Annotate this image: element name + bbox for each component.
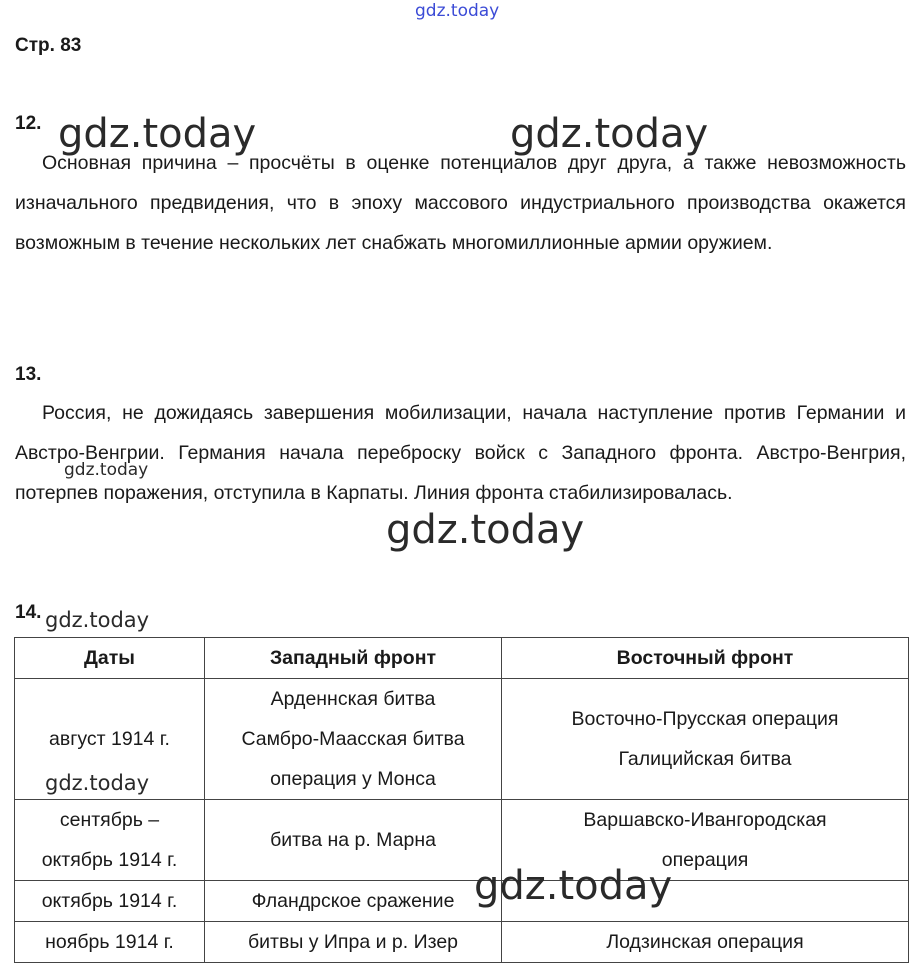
date-cell: [15, 881, 205, 922]
watermark-3: gdz.today: [64, 460, 149, 480]
east-cell: [502, 922, 909, 963]
cell-line: битвы у Ипра и р. Изер: [247, 931, 459, 953]
west-cell: [205, 922, 502, 963]
watermark-7: gdz.today: [474, 863, 673, 909]
west-cell: [205, 679, 502, 800]
cell-line: октябрь 1914 г.: [41, 849, 178, 871]
watermark-1: gdz.today: [58, 111, 257, 157]
table-header-row: [15, 638, 909, 679]
cell-line: Лодзинская операция: [606, 931, 804, 953]
cell-line: Арденнская битва: [270, 688, 436, 710]
date-cell: [15, 922, 205, 963]
fronts-table: [14, 637, 909, 963]
west-cell: [205, 800, 502, 881]
header-eastern-front: Восточный фронт: [502, 638, 909, 679]
header-western-front: Западный фронт: [205, 638, 502, 679]
watermark-2: gdz.today: [510, 111, 709, 157]
header-dates: Даты: [15, 638, 205, 679]
table-row: [15, 800, 909, 881]
cell-line: октябрь 1914 г.: [41, 890, 178, 912]
cell-line: битва на р. Марна: [270, 829, 436, 851]
watermark-4: gdz.today: [386, 507, 585, 553]
cell-line: Варшавско-Ивангородская: [583, 809, 827, 831]
cell-line: операция у Монса: [270, 768, 436, 790]
task-12-text: Основная причина – просчёты в оценке потенциалов друг друга, а также невозможность изначального предвидения, что в эпоху массового индустриального производства окажется возможным в течение нескольких лет снабжать многомиллионные армии оружием.: [15, 152, 906, 254]
table-row: [15, 922, 909, 963]
east-cell: [502, 679, 909, 800]
cell-line: август 1914 г.: [49, 728, 170, 750]
cell-line: операция: [661, 849, 749, 871]
watermark-5: gdz.today: [45, 608, 150, 632]
cell-line: Галицийская битва: [618, 748, 792, 770]
cell-line: ноябрь 1914 г.: [45, 931, 174, 953]
cell-line: Фландрское сражение: [251, 890, 455, 912]
cell-line: Самбро-Маасская битва: [241, 728, 465, 750]
date-cell: [15, 679, 205, 800]
table-row: [15, 679, 909, 800]
table-row: [15, 881, 909, 922]
west-cell: [205, 881, 502, 922]
task-13-text: Россия, не дожидаясь завершения мобилизации, начала наступление против Германии и Австро-Венгрии. Германия начала переброску войск с Западного фронта. Австро-Венгрия, потерпев поражения, отступила в Карпаты. Линия фронта стабилизировалась.: [15, 402, 906, 504]
watermark-top: gdz.today: [415, 1, 500, 21]
watermark-6: gdz.today: [45, 771, 150, 795]
cell-line: сентябрь –: [59, 809, 160, 831]
task-number-14: 14.: [15, 602, 42, 623]
task-number-13: 13.: [15, 364, 42, 385]
task-number-12: 12.: [15, 113, 42, 134]
date-cell: [15, 800, 205, 881]
cell-line: Восточно-Прусская операция: [571, 708, 839, 730]
page-number: Стр. 83: [15, 35, 82, 56]
